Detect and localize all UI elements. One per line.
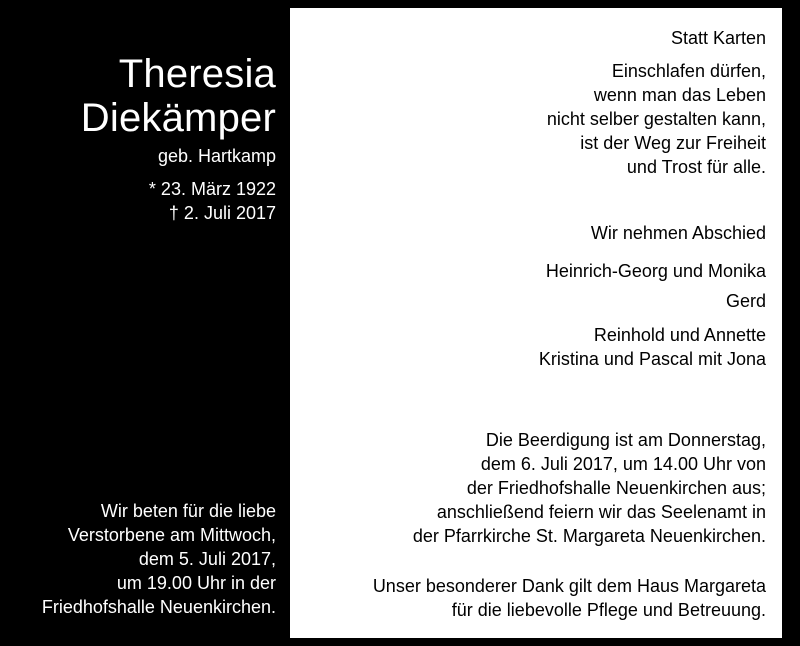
death-date: † 2. Juli 2017 (168, 203, 276, 223)
family-group (539, 323, 766, 371)
poem-line: ist der Weg zur Freiheit (580, 133, 766, 153)
left-black-panel (0, 0, 290, 646)
deceased-last-name: Diekämper (80, 96, 276, 140)
farewell-heading (591, 221, 766, 245)
deceased-block (6, 52, 276, 225)
life-dates (6, 177, 276, 225)
thanks-notice (373, 574, 766, 622)
family-group (539, 259, 766, 283)
prayer-line: dem 5. Juli 2017, (138, 549, 276, 569)
poem (547, 59, 766, 179)
family-member: Reinhold und Annette (593, 325, 766, 345)
birth-date: * 23. März 1922 (148, 179, 276, 199)
prayer-line: Verstorbene am Mittwoch, (67, 525, 276, 545)
family-member: Kristina und Pascal mit Jona (538, 349, 766, 369)
statt-karten-heading (671, 26, 766, 50)
poem-line: Einschlafen dürfen, (611, 61, 766, 81)
poem-line: wenn man das Leben (593, 85, 766, 105)
funeral-line: der Friedhofshalle Neuenkirchen aus; (466, 478, 766, 498)
funeral-notice (413, 428, 766, 548)
thanks-line: Unser besonderer Dank gilt dem Haus Margareta (372, 576, 766, 596)
prayer-line: um 19.00 Uhr in der (116, 573, 276, 593)
thanks-line: für die liebevolle Pflege und Betreuung. (451, 600, 766, 620)
funeral-line: dem 6. Juli 2017, um 14.00 Uhr von (480, 454, 766, 474)
maiden-name: geb. Hartkamp (157, 146, 276, 166)
family-list (539, 259, 766, 381)
poem-line: nicht selber gestalten kann, (546, 109, 766, 129)
prayer-line: Wir beten für die liebe (100, 501, 276, 521)
prayer-notice (6, 499, 276, 619)
family-group (539, 289, 766, 313)
statt-karten-text: Statt Karten (670, 28, 766, 48)
deceased-first-name: Theresia (118, 52, 276, 96)
funeral-line: anschließend feiern wir das Seelenamt in (436, 502, 766, 522)
family-member: Heinrich-Georg und Monika (545, 261, 766, 281)
funeral-line: Die Beerdigung ist am Donnerstag, (485, 430, 766, 450)
funeral-line: der Pfarrkirche St. Margareta Neuenkirchen. (412, 526, 766, 546)
farewell-text: Wir nehmen Abschied (590, 223, 766, 243)
prayer-line: Friedhofshalle Neuenkirchen. (41, 597, 276, 617)
poem-line: und Trost für alle. (626, 157, 766, 177)
right-white-panel (290, 8, 782, 638)
family-member: Gerd (725, 291, 766, 311)
